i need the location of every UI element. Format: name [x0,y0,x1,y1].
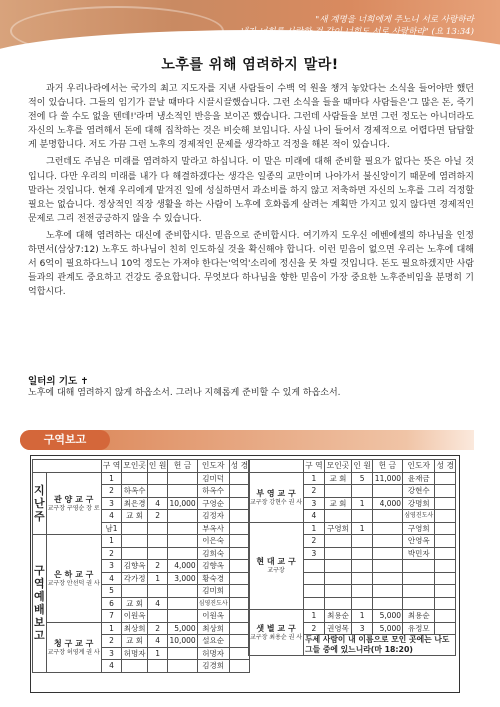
table-header-row [33,460,250,473]
cell-count: 1 [147,572,168,585]
cell-bible [229,522,250,535]
cell-group-no: 3 [304,547,325,560]
footer-verse-note: 두세 사람이 내 이름으로 모인 곳에는 나도 그들 중에 있느니라(마 18:20) [304,635,456,656]
cell-place: 교 회 [122,510,148,523]
cell-bible [229,585,250,598]
cell-offering [372,522,402,535]
cell-leader: 안영옥 [403,535,435,548]
cell-count [147,610,168,623]
cell-bible [229,610,250,623]
side-label-last-week: 지난주 [33,472,47,535]
cell-count: 2 [147,622,168,635]
group-name: 은 하 교 구 [54,569,94,579]
cell-group-no: 2 [101,635,122,648]
cell-count: 2 [147,510,168,523]
cell-count [147,547,168,560]
cell-bible [229,635,250,648]
cell-group-no: 2 [304,622,325,635]
cell-offering [168,647,197,660]
cell-group-no: 2 [101,547,122,560]
group-leader: 교구장 강현수 권 사 [250,498,303,506]
cell-bible [435,610,456,623]
cell-place [122,547,148,560]
cell-place: 교 회 [122,597,148,610]
cell-place [122,585,148,598]
cell-group-no: 1 [101,535,122,548]
cell-group-no: 6 [101,597,122,610]
cell-bible [435,472,456,485]
cell-group-no: 1 [101,472,122,485]
group-gwanyang [46,472,101,535]
cell-bible [229,472,250,485]
cell-offering [372,485,402,498]
article-title: 노후를 위해 염려하지 말라! [161,57,339,73]
cell-leader: 윤재금 [403,472,435,485]
cell-bible [435,535,456,548]
header-cell: 인도자 [403,460,435,473]
cell-place: 각가정 [123,573,146,583]
cell-count [147,660,168,673]
group-saetbyeol [249,610,304,656]
cell-leader: 하옥수 [197,485,229,498]
cell-count [147,522,168,535]
cell-count [147,472,168,485]
report-table-right [248,459,456,656]
cell-offering [372,510,402,523]
cell-count [352,510,373,523]
cell-leader: 이원옥 [197,610,229,623]
group-leader: 교구장 최용순 권 사 [250,634,303,641]
section-title: 구역보고 [20,430,110,450]
group-eunha [46,535,101,623]
cell-bible [229,485,250,498]
cell-offering [168,585,197,598]
cell-leader: 강현수 [403,485,435,498]
cell-place: 최은경 [123,498,146,508]
cell-count: 4 [147,597,168,610]
cell-count: 3 [352,622,373,635]
cell-bible [229,535,250,548]
cell-bible [435,497,456,510]
verse-line-2: 내가 너희를 사랑한 것 같이 너희도 서로 사랑하라" (요 13:34) [239,27,474,37]
cell-count: 1 [352,497,373,510]
cell-bible [229,510,250,523]
cell-leader: 설요순 [197,635,229,648]
cell-offering: 4,000 [168,560,197,573]
cell-offering: 3,000 [168,572,197,585]
cell-place [122,472,148,485]
cell-leader: 구영희 [403,522,435,535]
cell-bible [229,572,250,585]
cell-bible [435,510,456,523]
cell-group-no: 1 [101,622,122,635]
cell-offering: 4,000 [372,497,402,510]
cell-group-no: 3 [101,647,122,660]
cell-count [147,535,168,548]
cell-group-no: 2 [304,485,325,498]
cell-count [352,485,373,498]
cell-bible [229,660,250,673]
cell-count [352,535,373,548]
header-cell: 구 역 [305,461,323,471]
cell-offering: 5,000 [372,622,402,635]
group-name: 청 구 교 구 [54,638,94,648]
cell-count [147,585,168,598]
cell-leader: 최상희 [197,622,229,635]
cell-group-no: 2 [304,535,325,548]
cell-count: 4 [147,635,168,648]
cell-bible [435,622,456,635]
cell-place [122,522,148,535]
cell-count: 5 [352,472,373,485]
cell-count: 1 [147,647,168,660]
cell-offering: 5,000 [168,622,197,635]
group-cheonggu [46,622,101,672]
cell-leader: 김경희 [197,660,229,673]
header-blank [249,460,304,473]
article-body [28,82,474,302]
cell-bible [229,647,250,660]
cell-place: 하옥수 [123,486,146,496]
cell-place: 교 회 [324,472,352,485]
cell-count: 4 [147,497,168,510]
group-leader: 교구장 구영순 장 로 [47,504,100,512]
cell-bible [229,547,250,560]
cell-leader: 심영진도사 [197,597,229,610]
cell-offering: 5,000 [372,610,402,623]
cell-place: 이원옥 [123,611,146,621]
table-row [33,622,250,635]
cell-place: 최용순 [324,610,352,623]
cell-group-no: 3 [101,497,122,510]
cell-group-no: 4 [101,660,122,673]
cell-count [352,547,373,560]
cell-offering [168,472,197,485]
report-table-left [32,459,250,673]
group-name: 부 영 교 구 [256,488,296,498]
header-cell: 인도자 [197,460,229,473]
cell-group-no: 4 [101,572,122,585]
cell-leader: 허명자 [197,647,229,660]
banner-verse [194,14,474,38]
header-cell: 헌 금 [372,460,402,473]
cell-group-no: 1 [304,522,325,535]
cell-offering [372,535,402,548]
prayer-text: 노후에 대해 염려하지 않게 하옵소서. 그러나 지혜롭게 준비할 수 있게 하옵소서. [28,388,341,398]
cell-leader: 구영순 [197,497,229,510]
header-cell: 헌 금 [168,460,197,473]
cell-leader: 박민자 [403,547,435,560]
cell-place [324,547,352,560]
header-cell: 모인곳 [324,460,352,473]
article-paragraph: 그런데도 주님은 미래를 염려하지 말라고 하십니다. 이 말은 미래에 대해 준비할 필요가 없다는 뜻은 아닐 것입니다. 다만 우리의 미래를 내가 다 해결하겠다는 생각은 일종의 교만이며 나아가서 불신앙이기 때문에 염려하지 말라는 것입니다. 현재 우리에게 맡겨진 일에 성실하면서 과소비를 하지 않고 저축하면 자신의 노후를 그리 걱정할 필요는 없습니다. 정상적인 직장 생활을 하는 사람이 노후에 호화롭게 살려는 계획만 가지고 있지 않다면 경제적인 문제로 그리 전전긍긍하지 않을 수 있습니다. [28,157,474,224]
cell-place [122,535,148,548]
cell-offering: 10,000 [169,636,196,646]
cell-group-no: 3 [101,560,122,573]
prayer-heading: 일터의 기도 ✝ [28,376,89,387]
table-row [249,610,456,623]
cell-place [324,510,352,523]
cell-leader: 유정모 [403,622,435,635]
group-leader: 교구장 [267,567,285,575]
cell-offering: 11,000 [372,472,402,485]
cell-place: 구영희 [324,522,352,535]
table-row [33,535,250,548]
cell-leader: 김미덕 [197,472,229,485]
group-buyeong [249,472,304,522]
cell-bible [229,597,250,610]
cell-offering [168,522,197,535]
cell-leader: 김미희 [197,585,229,598]
cell-group-no: 4 [101,510,122,523]
cell-offering [372,547,402,560]
cell-count [147,485,168,498]
cell-group-no: 3 [304,497,325,510]
cell-place [324,535,352,548]
table-row [249,472,456,485]
cell-place: 김향옥 [123,561,146,571]
cell-bible [435,547,456,560]
cell-offering [168,485,197,498]
group-leader: 교구장 안선덕 권 사 [47,579,100,587]
cell-offering [168,547,197,560]
header-cell: 구 역 [102,461,121,471]
cell-count: 1 [352,522,373,535]
table-row [33,472,250,485]
article-paragraph: 과거 우리나라에서는 국가의 최고 지도자를 지낸 사람들이 수백 억 원을 챙겨 놓았다는 소식을 들어야만 했던 적이 있습니다. 그들의 임기가 끝날 때마다 시끌시끌했습니다. 그런 소식을 들을 때마다 사람들은'그 많은 돈, 죽기 전에 다 쓸 수도 없을 텐데!'라며 냉소적인 반응을 보이곤 했습니다. 그런데 사람들을 보면 그런 정도는 아니더라도 자신의 노후를 염려해서 돈에 대해 집착하는 것은 비슷해 보입니다. 사실 나이 들어서 경제적으로 어렵다면 답답할 게 분명합니다. 저도 가끔 그런 노후의 경제적인 문제를 생각하고 걱정을 해본 적이 있습니다. [28,84,474,151]
cell-place: 권영목 [324,622,352,635]
table-row [249,522,456,535]
cell-offering [168,660,197,673]
cell-bible [435,522,456,535]
cell-leader: 이은숙 [197,535,229,548]
cell-group-no: 4 [304,510,325,523]
cell-leader: 부옥사 [197,522,229,535]
cell-bible [229,497,250,510]
group-name: 샛 별 교 구 [256,624,296,633]
side-label-report: 구역예배보고 [33,535,47,673]
cell-group-no: 남1 [101,522,122,535]
group-name: 관 양 교 구 [54,494,94,504]
header-cell: 인 원 [148,461,167,471]
cell-group-no: 2 [101,485,122,498]
cell-offering [168,597,197,610]
cell-count: 1 [352,610,373,623]
group-leader: 교구장 허영계 권 사 [47,648,100,656]
cell-place: 허명자 [123,648,146,658]
cell-leader: 심영진도사 [403,510,435,523]
cell-leader: 황숙경 [197,572,229,585]
cell-group-no: 7 [101,610,122,623]
cell-offering [168,610,197,623]
cell-place: 교 회 [122,635,148,648]
table-header-row [249,460,456,473]
cell-count: 2 [147,560,168,573]
group-name: 현 대 교 구 [256,557,296,567]
header-cell: 성 경 [230,461,249,471]
verse-line-1: "새 계명을 너희에게 주노니 서로 사랑하라 [315,15,474,25]
header-blank [33,460,102,473]
cell-place: 교 회 [324,497,352,510]
cell-offering: 10,000 [169,498,196,508]
cell-bible [435,485,456,498]
article-paragraph: 노후에 대해 염려하는 대신에 준비합시다. 믿음으로 준비합시다. 여기까지 도우신 에벤에셀의 하나님을 인정하면서(삼상7:12) 노후도 하나님이 친히 인도하실 것을 확신해야 합니다. 이런 믿음이 없으면 우리는 노후에 대해서 6억이 필요하다느니 10억 정도는 가져야 한다는'억억'소리에 정신을 못 차릴 것입니다. 돈도 필요하겠지만 사람들과의 관계도 중요하고 건강도 중요합니다. 무엇보다 하나님을 향한 믿음이 가장 중요한 노후준비임을 분명히 기억합시다. [28,230,474,298]
cell-offering [168,510,197,523]
cell-leader: 최용순 [403,610,435,623]
cell-leader: 김정자 [197,510,229,523]
cell-place [122,660,148,673]
cell-bible [229,622,250,635]
cell-group-no: 1 [304,472,325,485]
cell-leader: 강명희 [403,497,435,510]
cell-bible [229,560,250,573]
cell-group-no: 1 [304,610,325,623]
cell-place: 최상희 [123,623,146,633]
cell-group-no: 5 [101,585,122,598]
group-hyundae [249,522,304,610]
cell-leader: 김향옥 [197,560,229,573]
cell-place [324,485,352,498]
cell-offering [168,535,197,548]
cell-leader: 김희숙 [197,547,229,560]
header-cell: 인 원 [353,461,371,471]
header-cell: 모인곳 [123,461,146,471]
header-cell: 성 경 [436,461,454,471]
